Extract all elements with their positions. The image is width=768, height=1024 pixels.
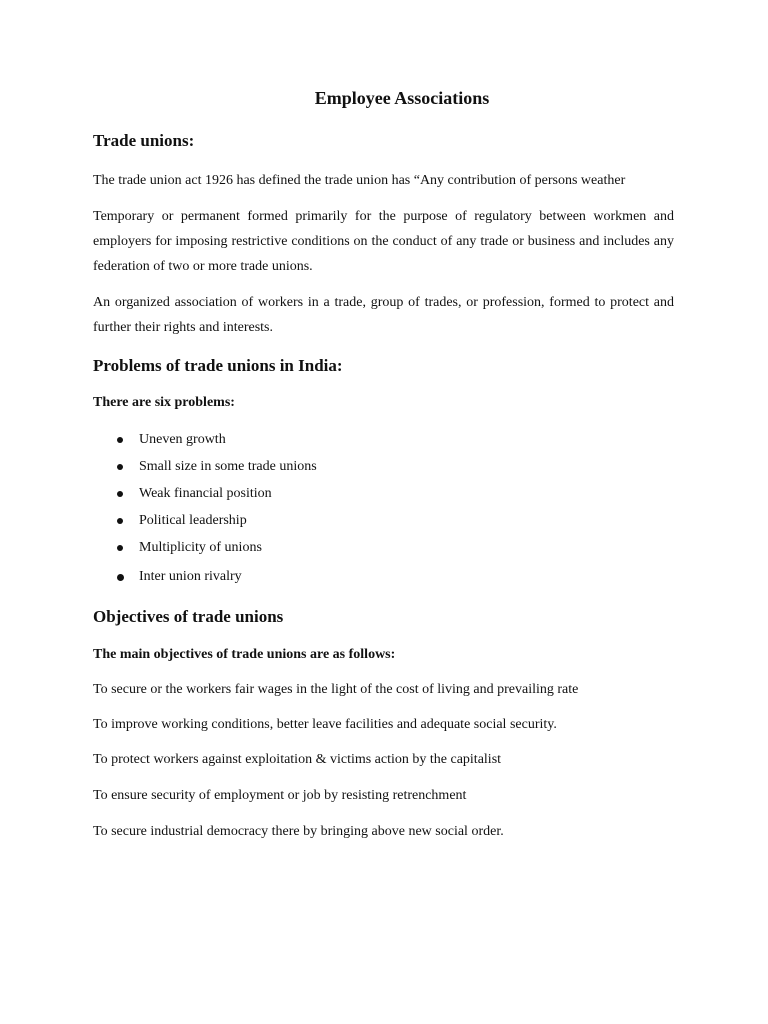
list-item	[93, 480, 674, 507]
paragraph-organized: An organized association of workers in a trade, group of trades, or profession, formed to protect and further their rights and interests.	[93, 295, 674, 335]
document-body	[93, 128, 674, 844]
objective-paragraph: To ensure security of employment or job by resisting retrenchment	[93, 788, 467, 803]
bullet-icon	[117, 491, 123, 497]
section-heading-objectives: Objectives of trade unions	[93, 607, 284, 626]
list-item	[93, 507, 674, 534]
bullet-icon	[117, 545, 123, 551]
list-item	[93, 453, 674, 480]
section-heading-problems: Problems of trade unions in India:	[93, 356, 343, 375]
bullet-icon	[117, 574, 124, 581]
subheading-main-objectives: The main objectives of trade unions are as follows:	[93, 647, 396, 662]
bullet-icon	[117, 437, 123, 443]
paragraph-temporary: Temporary or permanent formed primarily for the purpose of regulatory between workmen and employers for imposing restrictive conditions on the conduct of any trade or business and includes any federation of two or more trade unions.	[93, 209, 674, 274]
list-item-text: Weak financial position	[139, 486, 272, 501]
bullet-icon	[117, 464, 123, 470]
list-item	[93, 426, 674, 453]
bullet-icon	[117, 518, 123, 524]
objective-paragraph: To secure industrial democracy there by bringing above new social order.	[93, 824, 504, 839]
list-item-text: Political leadership	[139, 513, 247, 528]
subheading-six-problems: There are six problems:	[93, 395, 235, 410]
objective-paragraph: To protect workers against exploitation & victims action by the capitalist	[93, 752, 502, 767]
problems-list	[93, 426, 674, 590]
paragraph-definition: The trade union act 1926 has defined the trade union has “Any contribution of persons weather	[93, 173, 626, 188]
objective-paragraph: To improve working conditions, better leave facilities and adequate social security.	[93, 717, 557, 732]
section-heading-trade-unions: Trade unions:	[93, 131, 195, 150]
list-item-text: Multiplicity of unions	[139, 540, 262, 555]
list-item	[93, 563, 674, 590]
list-item	[93, 534, 674, 561]
objective-paragraph: To secure or the workers fair wages in the light of the cost of living and prevailing rate	[93, 682, 579, 697]
list-item-text: Inter union rivalry	[139, 569, 242, 584]
list-item-text: Small size in some trade unions	[139, 459, 317, 474]
document-title: Employee Associations	[314, 88, 490, 108]
list-item-text: Uneven growth	[139, 432, 226, 447]
